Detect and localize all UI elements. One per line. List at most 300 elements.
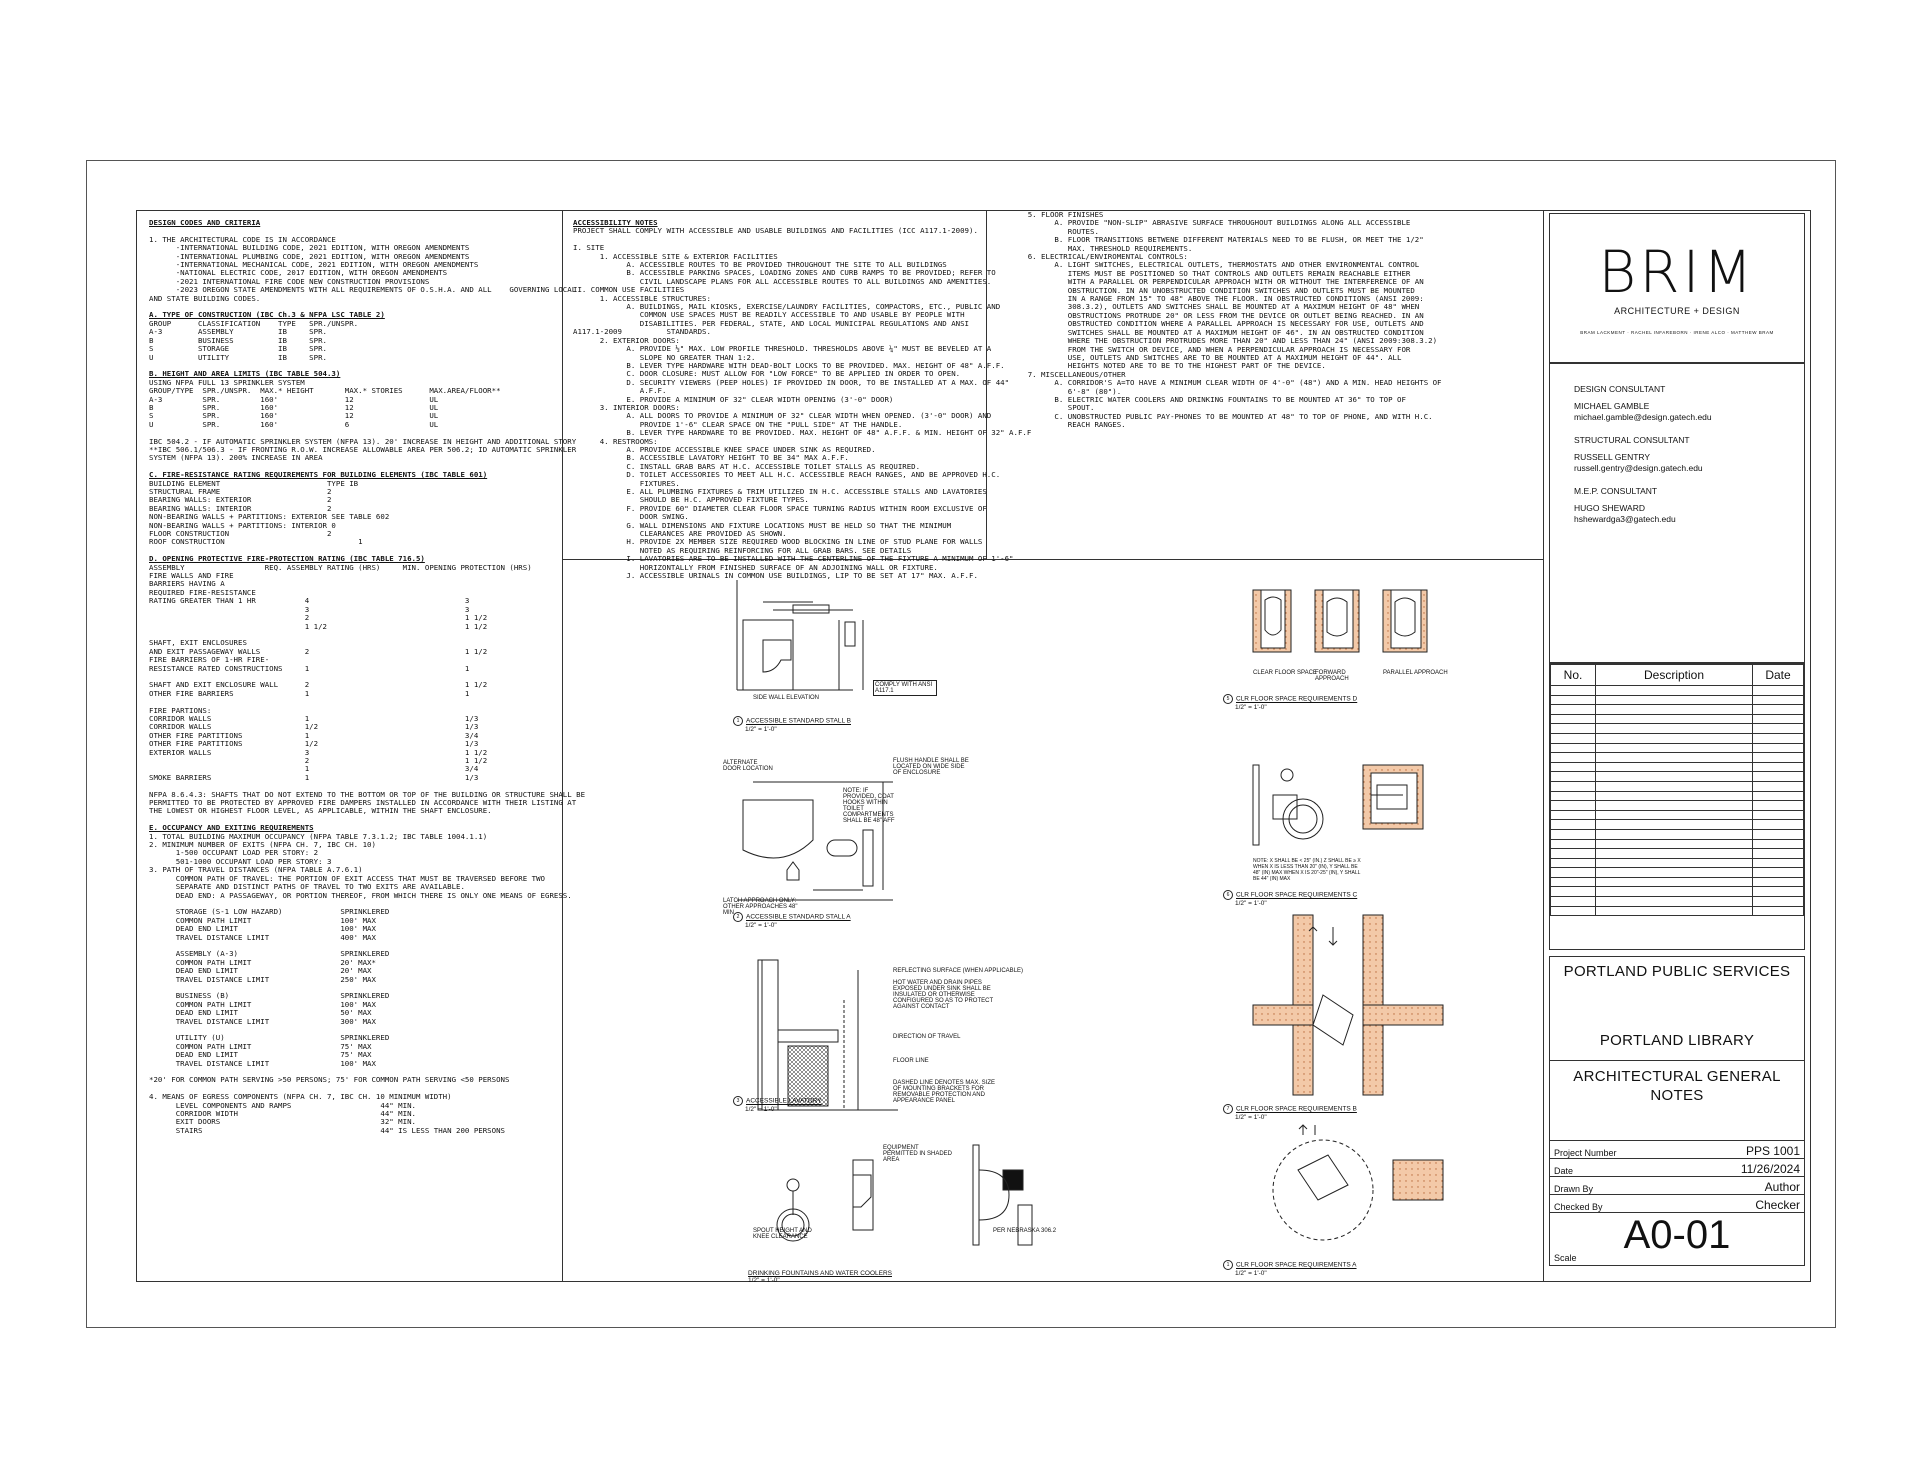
note-line: NON-BEARING WALLS + PARTITIONS: INTERIOR 0: [149, 520, 336, 530]
note-line: PROJECT SHALL COMPLY WITH ACCESSIBLE AND USABLE BUILDINGS AND FACILITIES (ICC A117.1-2009).: [573, 226, 978, 236]
note-line: HORIZONTALLY FROM FINISHED SURFACE OF AN ADJOINING WALL OR FIXTURE.: [573, 562, 938, 572]
sheet-date: 11/26/2024: [1740, 1162, 1800, 1176]
note-line: MAX. THRESHOLD REQUIREMENTS.: [1001, 243, 1193, 253]
spout-label: SPOUT HEIGHT AND KNEE CLEARANCE: [753, 1228, 812, 1240]
revision-cell: [1551, 724, 1596, 734]
rev-no-header: No.: [1551, 665, 1596, 686]
revision-cell: [1753, 829, 1804, 839]
sheet-title: ARCHITECTURAL GENERAL NOTES: [1573, 1068, 1781, 1104]
note-line: E. ALL PLUMBING FIXTURES & TRIM UTILIZED IN H.C. ACCESSIBLE STALLS AND LAVATORIES: [573, 487, 987, 496]
design-codes-notes: [149, 218, 586, 1277]
note-line: CORRIDOR WALLS 1 1/3: [149, 713, 479, 723]
revision-row: [1551, 810, 1804, 820]
revision-row: [1551, 849, 1804, 859]
note-line: A. BUILDINGS, MAIL KIOSKS, EXERCISE/LAUNDRY FACILITIES, COMPACTORS, ETC., PUBLIC AND: [573, 302, 1001, 312]
note-line: B. ACCESSIBLE PARKING SPACES, LOADING ZONES AND CURB RAMPS TO BE PROVIDED; REFER TO: [573, 268, 996, 278]
revision-cell: [1551, 714, 1596, 724]
revision-cell: [1753, 887, 1804, 897]
revision-cell: [1551, 820, 1596, 830]
note-line: A. ACCESSIBLE ROUTES TO BE PROVIDED THROUGHOUT THE SITE TO ALL BUILDINGS: [573, 260, 947, 270]
detail-3-caption: 3 ACCESSIBLE LAVATORY 1/2" = 1'-0": [733, 1096, 822, 1113]
note-line: UTILITY (U) SPRINKLERED: [149, 1033, 390, 1043]
checked-by-row: Checked By Checker: [1550, 1195, 1804, 1213]
client-box: [1549, 956, 1805, 1061]
lavatory-detail: [758, 960, 898, 1110]
note-line: 2. MINIMUM NUMBER OF EXITS (NFPA CH. 7, IBC CH. 10): [149, 840, 376, 850]
revision-cell: [1753, 801, 1804, 811]
detail-8-caption: 1 CLR FLOOR SPACE REQUIREMENTS A 1/2" = 1'-0": [1223, 1260, 1357, 1277]
note-line: RATING GREATER THAN 1 HR 4 3: [149, 596, 470, 606]
sheet-number: A0-01: [1623, 1213, 1731, 1257]
revision-row: [1551, 695, 1804, 705]
revision-row: [1551, 705, 1804, 715]
note-line: THE LOWEST OR HIGHEST FLOOR LEVEL, AS APPLICABLE, WITHIN THE SHAFT ENCLOSURE.: [149, 806, 492, 816]
clear-floor-a-detail: [1273, 1125, 1443, 1240]
revision-row: [1551, 781, 1804, 791]
floor-line-label: FLOOR LINE: [893, 1058, 929, 1064]
note-line: B. LEVER TYPE HARDWARE TO BE PROVIDED. MAX. HEIGHT OF 48" A.F.F. & MIN. HEIGHT OF 32" A.F.F: [573, 428, 1032, 438]
note-line: J. ACCESSIBLE URINALS IN COMMON USE BUILDINGS, LIP TO BE SET AT 17" MAX. A.F.F.: [573, 571, 978, 581]
note-line: B. HEIGHT AND AREA LIMITS (IBC TABLE 504.3): [149, 369, 341, 379]
note-line: [573, 236, 982, 244]
consultant-name: HUGO SHEWARD: [1574, 503, 1645, 513]
note-line: 1. THE ARCHITECTURAL CODE IS IN ACCORDANCE: [149, 234, 336, 244]
stall-b-detail: [737, 580, 863, 690]
revision-cell: [1753, 695, 1804, 705]
revision-cell: [1551, 695, 1596, 705]
revision-cell: [1753, 724, 1804, 734]
note-line: DEAD END LIMIT 50' MAX: [149, 1008, 372, 1018]
comply-box-1: COMPLY WITH ANSI A117.1: [873, 680, 937, 696]
revision-row: [1551, 858, 1804, 868]
revision-row: [1551, 772, 1804, 782]
note-line: -2021 INTERNATIONAL FIRE CODE NEW CONSTRUCTION PROVISIONS: [149, 276, 430, 286]
revision-cell: [1753, 810, 1804, 820]
note-line: USING NFPA FULL 13 SPRINKLER SYSTEM: [149, 377, 305, 387]
note-line: 4. RESTROOMS:: [573, 436, 658, 446]
note-line: SYSTEM (NFPA 13). 200% INCREASE IN AREA: [149, 453, 323, 463]
clear-floor-d-detail: [1253, 590, 1427, 652]
note-line: CIVIL LANDSCAPE PLANS FOR ALL ACCESSIBLE ROUTES TO ALL BUILDINGS AND AMENITIES.: [573, 276, 992, 286]
revision-cell: [1596, 762, 1753, 772]
note-line: SHOULD BE H.C. APPROVED FIXTURE TYPES.: [573, 495, 809, 505]
revision-row: [1551, 906, 1804, 916]
date-row: Date 11/26/2024: [1550, 1159, 1804, 1177]
note-line: 5. FLOOR FINISHES: [1001, 210, 1104, 219]
brim-names: BRAM LACKMENT · RACHEL INFAREBORN · IRENE ALCO · MATTHEW BRAM: [1580, 330, 1774, 335]
note-line: GROUP/TYPE SPR./UNSPR. MAX.* HEIGHT MAX.* STORIES MAX.AREA/FLOOR**: [149, 386, 501, 396]
note-line: SHAFT AND EXIT ENCLOSURE WALL 2 1 1/2: [149, 680, 488, 690]
detail-1-caption: 1 ACCESSIBLE STANDARD STALL B 1/2" = 1'-0": [733, 716, 851, 733]
revision-cell: [1753, 781, 1804, 791]
revision-row: [1551, 897, 1804, 907]
note-line: 6'-8" (80").: [1001, 386, 1122, 396]
note-line: OTHER FIRE PARTITIONS 1 3/4: [149, 730, 479, 740]
revisions-box: [1549, 663, 1805, 950]
revision-cell: [1596, 801, 1753, 811]
accessibility-notes: [573, 218, 1032, 581]
note-line: SWITCHES SHALL BE MOUNTED AT A MAXIMUM HEIGHT OF 46". IN AN OBSTRUCTED CONDITION: [1001, 327, 1424, 337]
revision-row: [1551, 887, 1804, 897]
note-line: 1 3/4: [149, 764, 479, 774]
revision-cell: [1596, 781, 1753, 791]
revision-cell: [1551, 839, 1596, 849]
revision-cell: [1596, 705, 1753, 715]
scale-label: Scale: [1554, 1253, 1577, 1263]
revision-cell: [1596, 695, 1753, 705]
note-line: 501-1000 OCCUPANT LOAD PER STORY: 3: [149, 856, 332, 866]
title-block: [1543, 210, 1811, 1282]
revision-row: [1551, 829, 1804, 839]
note-line: CORRIDOR WALLS 1/2 1/3: [149, 722, 479, 732]
note-line: A. PROVIDE "NON-SLIP" ABRASIVE SURFACE THROUGHOUT BUILDINGS ALONG ALL ACCESSIBLE: [1001, 218, 1411, 228]
rev-desc-header: Description: [1596, 665, 1753, 686]
revision-cell: [1753, 772, 1804, 782]
note-line: TRAVEL DISTANCE LIMIT 400' MAX: [149, 932, 376, 942]
note-line: DEAD END LIMIT 20' MAX: [149, 966, 372, 976]
note-line: 3. PATH OF TRAVEL DISTANCES (NFPA TABLE A.7.6.1): [149, 865, 363, 875]
note-line: G. WALL DIMENSIONS AND FIXTURE LOCATIONS MUST BE HELD SO THAT THE MINIMUM: [573, 520, 952, 530]
consultant-email: hshewardga3@gatech.edu: [1574, 514, 1676, 524]
details-area: [563, 560, 1544, 1284]
consultant-role: M.E.P. CONSULTANT: [1574, 486, 1658, 496]
revision-row: [1551, 839, 1804, 849]
drawn-by: Author: [1764, 1180, 1800, 1194]
note-line: SPOUT.: [1001, 403, 1095, 413]
note-line: NFPA 8.6.4.3: SHAFTS THAT DO NOT EXTEND TO THE BOTTOM OR TOP OF THE BUILDING OR STRUCTURE SHALL BE: [149, 789, 586, 799]
note-line: B BUSINESS IB SPR.: [149, 335, 327, 345]
revision-row: [1551, 753, 1804, 763]
note-line: 3 3: [149, 604, 470, 614]
detail-7-caption: 7 CLR FLOOR SPACE REQUIREMENTS B 1/2" = 1'-0": [1223, 1104, 1357, 1121]
direction-label: DIRECTION OF TRAVEL: [893, 1034, 961, 1040]
revision-cell: [1551, 868, 1596, 878]
consultant-name: RUSSELL GENTRY: [1574, 452, 1651, 462]
note-line: -INTERNATIONAL MECHANICAL CODE, 2021 EDITION, WITH OREGON AMENDMENTS: [149, 260, 479, 270]
note-line: PROVIDE 1'-6" CLEAR SPACE ON THE "PULL SIDE" AT THE HANDLE.: [573, 419, 903, 429]
note-line: RESISTANCE RATED CONSTRUCTIONS 1 1: [149, 663, 470, 673]
note-line: D. SECURITY VIEWERS (PEEP HOLES) IF PROVIDED IN DOOR, TO BE INSTALLED AT A MAX. OF 44": [573, 377, 1010, 387]
note-line: SLOPE NO GREATER THAN 1:2.: [573, 352, 756, 362]
note-line: TRAVEL DISTANCE LIMIT 300' MAX: [149, 1016, 376, 1026]
notes-column-accessibility: [563, 211, 1032, 581]
note-line: CORRIDOR WIDTH 44" MIN.: [149, 1109, 416, 1119]
note-line: DEAD END LIMIT 100' MAX: [149, 924, 376, 934]
note-line: OTHER FIRE BARRIERS 1 1: [149, 688, 470, 698]
brim-subtitle: ARCHITECTURE + DESIGN: [1614, 306, 1740, 316]
note-line: D. OPENING PROTECTIVE FIRE-PROTECTION RATING (IBC TABLE 716.5): [149, 554, 425, 564]
note-line: E. OCCUPANCY AND EXITING REQUIREMENTS: [149, 823, 314, 833]
revision-row: [1551, 733, 1804, 743]
revision-cell: [1753, 791, 1804, 801]
note-line: ASSEMBLY REQ. ASSEMBLY RATING (HRS) MIN. OPENING PROTECTION (HRS): [149, 562, 532, 572]
note-line: II. COMMON USE FACILITIES: [573, 285, 685, 295]
note-line: DEAD END: A PASSAGEWAY, OR PORTION THEREOF, FROM WHICH THERE IS ONLY ONE MEANS OF EGRESS.: [149, 890, 572, 900]
note-line: F. PROVIDE 60" DIAMETER CLEAR FLOOR SPACE TURNING RADIUS WITHIN ROOM EXCLUSIVE OF: [573, 503, 987, 513]
note-line: PERMITTED TO BE PROTECTED BY APPROVED FIRE DAMPERS INSTALLED IN ACCORDANCE WITH THEIR LISTING AT: [149, 798, 577, 808]
note-line: OBSTRUCTIONS PROTRUDE 20" OR LESS FROM THE DEVICE OR OUTLET BEING REACHED. IN AN: [1001, 310, 1424, 320]
note-line: REACH RANGES.: [1001, 420, 1126, 430]
note-line: 3. INTERIOR DOORS:: [573, 402, 680, 412]
revision-row: [1551, 820, 1804, 830]
note-line: NOTED AS REQUIRING REINFORCING FOR ALL GRAB BARS. SEE DETAILS: [573, 545, 912, 555]
note-line: B. FLOOR TRANSITIONS BETWENE DIFFERENT MATERIALS NEED TO BE FLUSH, OR MEET THE 1/2": [1001, 235, 1424, 245]
note-line: FIXTURES.: [573, 478, 680, 488]
project-number: PPS 1001: [1745, 1144, 1800, 1158]
note-line: A. CORRIDOR'S A=TO HAVE A MINIMUM CLEAR WIDTH OF 4'-0" (48") AND A MIN. HEAD HEIGHTS OF: [1001, 378, 1442, 388]
project-name: PORTLAND LIBRARY: [1599, 1032, 1755, 1049]
note-line: HEIGHTS NOTED ARE TO BE TO THE HIGHEST PART OF THE DEVICE.: [1001, 361, 1326, 371]
revision-cell: [1551, 810, 1596, 820]
revision-cell: [1551, 897, 1596, 907]
note-line: OBSTRUCTION. IN AN UNOBSTRUCTED CONDITION SWITCHES AND OUTLETS MUST BE MOUNTED: [1001, 285, 1415, 295]
note-line: A-3 ASSEMBLY IB SPR.: [149, 327, 327, 337]
note-line: SEPARATE AND DISTINCT PATHS OF TRAVEL TO TWO EXITS ARE AVAILABLE.: [149, 882, 465, 892]
revision-cell: [1551, 762, 1596, 772]
client-name: PORTLAND PUBLIC SERVICES: [1563, 963, 1791, 980]
note-line: 7. MISCELLANEOUS/OTHER: [1001, 369, 1126, 379]
note-line: COMMON PATH LIMIT 100' MAX: [149, 915, 376, 925]
note-line: 1-500 OCCUPANT LOAD PER STORY: 2: [149, 848, 319, 858]
note-line: C. UNOBSTRUCTED PUBLIC PAY-PHONES TO BE MOUNTED AT 48" TO TOP OF PHONE, AND WITH H.C.: [1001, 411, 1433, 421]
sheet-info-box: [1549, 1141, 1805, 1266]
note-line: H. PROVIDE 2X MEMBER SIZE REQUIRED WOOD BLOCKING IN LINE OF STUD PLANE FOR WALLS: [573, 537, 983, 547]
note-line: S STORAGE IB SPR.: [149, 344, 327, 354]
note-line: GROUP CLASSIFICATION TYPE SPR./UNSPR.: [149, 318, 359, 328]
note-line: I. LAVATORIES ARE TO BE INSTALLED WITH THE CENTERLINE OF THE FIXTURE A MINIMUM OF 1'-6": [573, 554, 1014, 564]
revision-cell: [1551, 849, 1596, 859]
revision-row: [1551, 868, 1804, 878]
note-line: A. PROVIDE ½" MAX. LOW PROFILE THRESHOLD. THRESHOLDS ABOVE ¼" MUST BE BEVELED AT A: [573, 344, 992, 354]
revision-cell: [1753, 858, 1804, 868]
revision-cell: [1596, 810, 1753, 820]
note-line: EXTERIOR WALLS 3 1 1/2: [149, 747, 488, 757]
revision-cell: [1551, 772, 1596, 782]
note-line: A-3 SPR. 160' 12 UL: [149, 394, 439, 404]
clear-floor-c-detail: [1253, 765, 1423, 845]
dashed-line-label: DASHED LINE DENOTES MAX. SIZE OF MOUNTING BRACKETS FOR REMOVABLE PROTECTION AND APPEARANCE PANEL: [893, 1080, 996, 1104]
note-line: FIRE WALLS AND FIRE: [149, 571, 234, 581]
revision-cell: [1596, 897, 1753, 907]
revision-cell: [1596, 868, 1753, 878]
note-line: B. LEVER TYPE HARDWARE WITH DEAD-BOLT LOCKS TO BE PROVIDED. MAX. HEIGHT OF 48" A.F.F.: [573, 360, 1005, 370]
note-line: OTHER FIRE PARTITIONS 1/2 1/3: [149, 739, 479, 749]
revision-cell: [1551, 829, 1596, 839]
note-line: CLEARANCES ARE PROVIDED AS SHOWN.: [573, 529, 787, 539]
side-wall-label: SIDE WALL ELEVATION: [753, 695, 820, 701]
consultants-list: [1550, 364, 1804, 525]
revision-cell: [1551, 858, 1596, 868]
revision-row: [1551, 877, 1804, 887]
note-line: C. FIRE-RESISTANCE RATING REQUIREMENTS FOR BUILDING ELEMENTS (IBC TABLE 601): [149, 470, 488, 480]
note-line: COMMON PATH LIMIT 20' MAX*: [149, 957, 376, 967]
revision-cell: [1753, 753, 1804, 763]
note-line: STRUCTURAL FRAME 2: [149, 487, 332, 496]
note-line: OBSTRUCTED CONDITION WHERE A PARALLEL APPROACH IS NECESSARY FOR USE, OUTLETS AND: [1001, 319, 1424, 329]
note-line: 2 1 1/2: [149, 613, 488, 623]
consultant-role: STRUCTURAL CONSULTANT: [1574, 435, 1690, 445]
note-line: A. TYPE OF CONSTRUCTION (IBC Ch.3 & NFPA LSC TABLE 2): [149, 310, 385, 320]
detail-4-caption: DRINKING FOUNTAINS AND WATER COOLERS 1/2" = 1'-0": [748, 1270, 892, 1284]
revision-cell: [1551, 791, 1596, 801]
revision-cell: [1551, 906, 1596, 916]
rev-date-header: Date: [1753, 665, 1804, 686]
note-line: COMMON USE SPACES MUST BE READILY ACCESSIBLE TO AND USABLE BY PEOPLE WITH: [573, 310, 965, 320]
consultant-role: DESIGN CONSULTANT: [1574, 384, 1666, 394]
note-line: ROOF CONSTRUCTION 1: [149, 537, 363, 547]
revision-cell: [1596, 743, 1753, 753]
note-line: 1. ACCESSIBLE STRUCTURES:: [573, 293, 711, 303]
note-line: DISABILITIES. PER FEDERAL, STATE, AND LOCAL MUNICIPAL REGULATIONS AND ANSI: [573, 318, 970, 328]
project-number-row: Project Number PPS 1001: [1550, 1141, 1804, 1159]
revision-row: [1551, 743, 1804, 753]
note-line: -2023 OREGON STATE AMENDMENTS WITH ALL REQUIREMENTS OF O.S.H.A. AND ALL GOVERNING LOCAL: [149, 285, 577, 295]
revision-cell: [1551, 781, 1596, 791]
note-line: I. SITE: [573, 243, 605, 253]
revision-cell: [1596, 906, 1753, 916]
sheet-title-box: [1549, 1061, 1805, 1141]
revision-cell: [1753, 820, 1804, 830]
nebraska-label: PER NEBRASKA 306.2: [993, 1228, 1057, 1234]
note-line: C. INSTALL GRAB BARS AT H.C. ACCESSIBLE TOILET STALLS AS REQUIRED.: [573, 461, 921, 471]
revision-row: [1551, 686, 1804, 696]
note-line: LEVEL COMPONENTS AND RAMPS 44" MIN.: [149, 1100, 416, 1110]
note-line: 308.3.2), OUTLETS AND SWITCHES SHALL BE MOUNTED AT A MAXIMUM HEIGHT OF 48" WHEN: [1001, 302, 1420, 312]
revision-cell: [1551, 743, 1596, 753]
note-line: -INTERNATIONAL PLUMBING CODE, 2021 EDITION, WITH OREGON AMENDMENTS: [149, 251, 470, 261]
revision-row: [1551, 714, 1804, 724]
note-line: BEARING WALLS: INTERIOR 2: [149, 503, 332, 513]
revision-cell: [1551, 705, 1596, 715]
note-line: ACCESSIBILITY NOTES: [573, 218, 658, 227]
logo-box: [1549, 213, 1805, 363]
consultants-box: [1549, 363, 1805, 663]
revision-row: [1551, 724, 1804, 734]
note-line: AND EXIT PASSAGEWAY WALLS 2 1 1/2: [149, 646, 488, 656]
reflecting-label: REFLECTING SURFACE (WHEN APPLICABLE): [893, 968, 1024, 974]
revision-cell: [1596, 839, 1753, 849]
revision-cell: [1753, 906, 1804, 916]
flush-handle-label: FLUSH HANDLE SHALL BE LOCATED ON WIDE SIDE OF ENCLOSURE: [893, 758, 969, 776]
revision-cell: [1596, 858, 1753, 868]
consultant-email: russell.gentry@design.gatech.edu: [1574, 463, 1703, 473]
note-line: USE, OUTLETS AND SWITCHES ARE TO BE MOUNTED AT A MAXIMUM HEIGHT OF 44". ALL: [1001, 352, 1402, 362]
consultant-email: michael.gamble@design.gatech.edu: [1574, 412, 1712, 422]
revision-cell: [1753, 714, 1804, 724]
revision-cell: [1753, 733, 1804, 743]
accessibility-notes-continued: [1001, 211, 1539, 555]
forward-label: FORWARD APPROACH: [1315, 670, 1349, 682]
note-line: A. PROVIDE ACCESSIBLE KNEE SPACE UNDER SINK AS REQUIRED.: [573, 444, 876, 454]
note-line: DOOR SWING.: [573, 512, 689, 522]
equipment-label: EQUIPMENT PERMITTED IN SHADED AREA: [883, 1145, 953, 1163]
note-line: 6. ELECTRICAL/ENVIROMENTAL CONTROLS:: [1001, 252, 1188, 262]
note-line: S SPR. 160' 12 UL: [149, 411, 439, 421]
revision-cell: [1551, 753, 1596, 763]
note-line: IN A RANGE FROM 15" TO 48" ABOVE THE FLOOR. IN OBSTRUCTED CONDITIONS (ANSI 2009:: [1001, 294, 1424, 304]
revision-cell: [1596, 686, 1753, 696]
clear-floor-label: CLEAR FLOOR SPACE: [1253, 670, 1317, 676]
note-line: *20' FOR COMMON PATH SERVING >50 PERSONS; 75' FOR COMMON PATH SERVING <50 PERSONS: [149, 1075, 510, 1085]
notes-column-accessibility-cont: [987, 211, 1544, 560]
note-line: REQUIRED FIRE-RESISTANCE: [149, 587, 256, 597]
detail-5-caption: 5 CLR FLOOR SPACE REQUIREMENTS D 1/2" = 1'-0": [1223, 694, 1357, 711]
revision-cell: [1551, 887, 1596, 897]
checked-by: Checker: [1755, 1198, 1800, 1212]
note-line: **IBC 506.1/506.3 - IF FRONTING R.O.W. INCREASE ALLOWABLE AREA PER 506.2; ID AUTOMATIC SPRINKLER: [149, 444, 577, 454]
hot-water-label: HOT WATER AND DRAIN PIPES EXPOSED UNDER SINK SHALL BE INSULATED OR OTHERWISE CONFIGURED SO AS TO PROTECT AGAINST CONTACT: [893, 980, 994, 1010]
details-svg: [563, 560, 1544, 1282]
note-line: FROM THE SWITCH OR DEVICE, AND WHEN A PERPENDICULAR APPROACH IS NECESSARY FOR: [1001, 344, 1411, 354]
revision-cell: [1596, 887, 1753, 897]
note-line: 2 1 1/2: [149, 756, 488, 765]
note-line: BARRIERS HAVING A: [149, 579, 225, 589]
note-line: 2. EXTERIOR DOORS:: [573, 335, 680, 345]
note-line: WITH A PARALLEL OR PERPENDICULAR APPROACH WITH OR WITHOUT THE INTERFERENCE OF AN: [1001, 277, 1424, 287]
note-line: 4. MEANS OF EGRESS COMPONENTS (NFPA CH. 7, IBC CH. 10 MINIMUM WIDTH): [149, 1092, 452, 1102]
note-line: SHAFT, EXIT ENCLOSURES: [149, 638, 247, 648]
alt-door-label: ALTERNATE DOOR LOCATION: [723, 760, 773, 772]
note-line: TRAVEL DISTANCE LIMIT 250' MAX: [149, 974, 376, 984]
note-line: FIRE BARRIERS OF 1-HR FIRE-: [149, 655, 270, 665]
revision-cell: [1551, 686, 1596, 696]
note-line: STORAGE (S-1 LOW HAZARD) SPRINKLERED: [149, 907, 390, 917]
note-line: A117.1-2009 STANDARDS.: [573, 327, 711, 337]
note-line: E. PROVIDE A MINIMUM OF 32" CLEAR WIDTH OPENING (3'-0" DOOR): [573, 394, 894, 404]
revision-row: [1551, 791, 1804, 801]
revision-row: [1551, 801, 1804, 811]
note-line: TRAVEL DISTANCE LIMIT 100' MAX: [149, 1058, 376, 1068]
note-line: FIRE PARTIONS:: [149, 705, 212, 715]
revision-cell: [1753, 839, 1804, 849]
revision-cell: [1753, 705, 1804, 715]
consultant-name: MICHAEL GAMBLE: [1574, 401, 1650, 411]
note-line: COMMON PATH LIMIT 100' MAX: [149, 999, 376, 1009]
note-line: A. ALL DOORS TO PROVIDE A MINIMUM OF 32" CLEAR WIDTH WHEN OPENED. (3'-0" DOOR) AND: [573, 411, 992, 421]
note-line: IBC 504.2 - IF AUTOMATIC SPRINKLER SYSTEM (NFPA 13). 20' INCREASE IN HEIGHT AND ADDITIONAL STORY: [149, 436, 577, 446]
revision-cell: [1753, 868, 1804, 878]
note-line: -INTERNATIONAL BUILDING CODE, 2021 EDITION, WITH OREGON AMENDMENTS: [149, 243, 470, 253]
revision-cell: [1596, 714, 1753, 724]
brim-logo: BRIM: [1598, 238, 1756, 306]
note-line: A. LIGHT SWITCHES, ELECTRICAL OUTLETS, THERMOSTATS AND OTHER ENVIRONMENTAL CONTROL: [1001, 260, 1420, 270]
note-line: BUILDING ELEMENT TYPE IB: [149, 478, 359, 488]
note-line: 1. ACCESSIBLE SITE & EXTERIOR FACILITIES: [573, 251, 778, 261]
note-line: BUSINESS (B) SPRINKLERED: [149, 991, 390, 1001]
note-line: B. ACCESSIBLE LAVATORY HEIGHT TO BE 34" MAX A.F.F.: [573, 453, 849, 463]
revision-cell: [1753, 686, 1804, 696]
note-line: B SPR. 160' 12 UL: [149, 402, 439, 412]
revision-cell: [1753, 877, 1804, 887]
coat-hooks-label: NOTE: IF PROVIDED, COAT HOOKS WITHIN TOILET COMPARTMENTS SHALL BE 48" AFF: [843, 788, 895, 824]
note-line: C. DOOR CLOSURE: MUST ALLOW FOR "LOW FORCE" TO BE APPLIED IN ORDER TO OPEN.: [573, 369, 961, 379]
note-line: ASSEMBLY (A-3) SPRINKLERED: [149, 949, 390, 959]
revision-cell: [1551, 733, 1596, 743]
note-x-label: NOTE: X SHALL BE < 25" (IN.) Z SHALL BE ≥ X WHEN X IS LESS THAN 20" (IN), Y SHALL BE 48" (IN) MAX WHEN X IS 20"-25" (IN), Y SHALL BE 44" (IN) MAX: [1253, 858, 1361, 882]
drawn-by-row: Drawn By Author: [1550, 1177, 1804, 1195]
note-line: A.F.F.: [573, 386, 667, 396]
revision-cell: [1596, 753, 1753, 763]
note-line: DEAD END LIMIT 75' MAX: [149, 1050, 372, 1060]
note-line: FLOOR CONSTRUCTION 2: [149, 529, 332, 539]
note-line: AND STATE BUILDING CODES.: [149, 293, 261, 303]
note-line: ITEMS MUST BE POSITIONED SO THAT CONTROLS AND OUTLETS REMAIN REACHABLE EITHER: [1001, 268, 1411, 278]
revision-cell: [1596, 820, 1753, 830]
note-line: 1 1/2 1 1/2: [149, 621, 488, 631]
note-line: COMMON PATH OF TRAVEL: THE PORTION OF EXIT ACCESS THAT MUST BE TRAVERSED BEFORE TWO: [149, 873, 546, 883]
parallel-label: PARALLEL APPROACH: [1383, 670, 1448, 676]
revision-cell: [1596, 877, 1753, 887]
